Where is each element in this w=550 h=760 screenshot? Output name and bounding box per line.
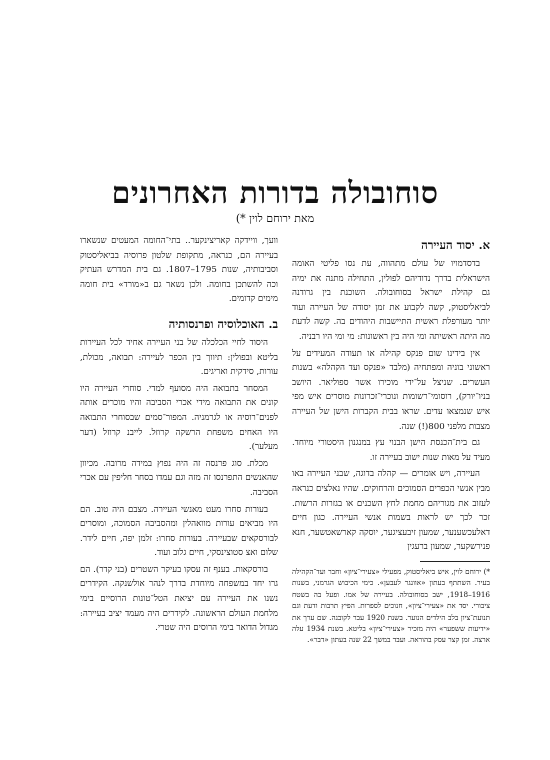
article-title: סוחובולה בדורות האחרונים bbox=[111, 176, 439, 211]
section-1-paragraph: בדסדמויו של עולם מתהווה, עת נסו פליטי האומה הישראלית בדרך נדודיהם לפולין, התחילה מתנה את ימיה גם קהילת ישראל בסוחובולה. השוכנת בין גרודנה לביאליסטוק, קשה לקבוע את זמן יסודה של העיירה ועוד יותר מעורפלת ראשית התיישבות היהודים בה. קשה לדעת מה היתה ראשיתה ומי היה בין ראשונות: מי ומי היו רבניה. bbox=[292, 259, 490, 342]
section-2-heading: ב. האוכלוסיה ופרנסותיה bbox=[168, 316, 278, 331]
left-column bbox=[80, 234, 278, 638]
section-2-paragraph: בעורות סחרו מעט מאנשי העיירה. מצבם היה טוב. הם היו מביאים עורות מוואהלין ומהסביבה הסמוכה, ומוסרים לבורסקאים שבעיירה. בעורות סחרו: זלמן יפה, חיים לידר. שלום ואצ סטוצינסקי, חיים גלוב ועוד. bbox=[80, 504, 278, 559]
section-2-paragraph: המסחר בתבואה היה מסועף למדי. סוחרי העיירה היו קונים את התבואה מידי אכרי הסביבה והיו מוכרים אותה לפנים־רוסיה או לגרמניה. המפור־סמים שבסוחרי התבואה היו האחים משפחת הרשקה קרוזל. לייבנ קרוזל (דער מעלער). bbox=[80, 383, 278, 453]
footnote-divider bbox=[420, 561, 490, 562]
section-2-paragraph: מכלת. סוג פרנסה זה היה נפוץ במידה מרובה. מכיוון שהאנשים התפרנסו זה מזה וגם עמדו בסחר חליפין עם אכרי הסביבה. bbox=[80, 458, 278, 498]
section-2-paragraph: היסוד לחיי הכלכלה של בני העיירה אחיד לכל העיירות בליטא ובפולין: תיווך בין הכפר לעיירה: תבואה, מכולת, עורות, סידקית ואריגים. bbox=[80, 337, 278, 378]
right-column bbox=[292, 234, 490, 648]
section-2-paragraph: בורסקאות. בענף זה עסקו בעיקר השטרים (בני קדר). הם גרו יחד במשפחה מיוחדת בדרך לנהר אולשנקה. הקידרים נשנו את העיירה עם יציאת הטל־טונות הרוסיים בימי מלחמת העולם הראשונה. לקידרים היה מעמד יציב בעיירה: מגדול הדואר בימי הרוסים היה שטרי. bbox=[80, 564, 278, 634]
section-1-paragraph: אין בידינו שום פנקס קהילה או תעודה המעידים על ראשוני בוניה ומפתחיה (מלבד «פנקס ועד הקהלה» בשנות העשרים. שניצל על־ידי מוכירו אשר ספוליאר. היושב בניו־יורק), רוסומי־רשומות ונוכרי־זכרונות מוסרים איש מפי איש שנמצאו עדים. שראו בבית הקברות הישן של העיירה מצבות מלפני 800(!) שנה. bbox=[292, 348, 490, 432]
section-1-paragraph: גם בית־הכנסת הישן הבנוי עץ במנגנון היסטורי מיוחד. מעיד על מאות שנות ישוב בעיירה זו. bbox=[292, 438, 490, 463]
article-byline: מאת ירוחם לוין *) bbox=[235, 212, 315, 225]
section-1-paragraph: העיירה, ויש אומרים — קהלה בדוגה, שבני העיירה באו מבין אנשי הכפרים הסמוכים והרחוקים. שהיו נאלצים כנראה לעזוב את מגוריהם מחמת לחץ השכנים או בגזרות הרשות. זכר לכך יש לראות בשמות אנשי העיירה. כגון חיים דאלעכשענער, שמעון זיבעציגער, יוסקה קארשאטשער, חנא פנירשקער, שמעון ברעגין bbox=[292, 469, 490, 553]
author-footnote: *) ירוחם לוין, איש ביאליסטוק, מפעילי «צעירי־ציון» וחבר ועד־הקהילה בעיר. השתתף בעתון «אוונגר לעבען». כימי הכיבוש הגרמני, בשנות 1916–1918, ישב בסוחובולה. בעיירה של אמו. ופעל בה בשטח ציבורי. יסד את «צעירי־ציון», חנוכים לספרות. הפיץ תרבות ודעת וגם תנועת־ציון בלב הילדים הנוער. בשנת 1920 עבר לקובנה. שם ערך את «ידיעות ששפער» היה מזכיר «צעירי־ציון» בליטא. בשנת 1934 עלה ארצה. זמן קצר עסק בהוראה. ועבד במשך 22 שנה בעתון «דבר». bbox=[292, 566, 490, 645]
section-1-heading: א. יסוד העיירה bbox=[421, 238, 490, 252]
continued-paragraph: וועך, וויידקה קאריצינקער.. בתי־החומה המעטים שנשארו בעיירה הם, כנראה, מתקופת שלטון פרוסיה בביאליסטוק וסביבותיה, שנות 1795–1807. גם בית המדרש העתיק וכה להשתכן בחומה. ולכן נשאר גם ב«מורד» בית חומה מימים קדומים. bbox=[80, 236, 279, 305]
